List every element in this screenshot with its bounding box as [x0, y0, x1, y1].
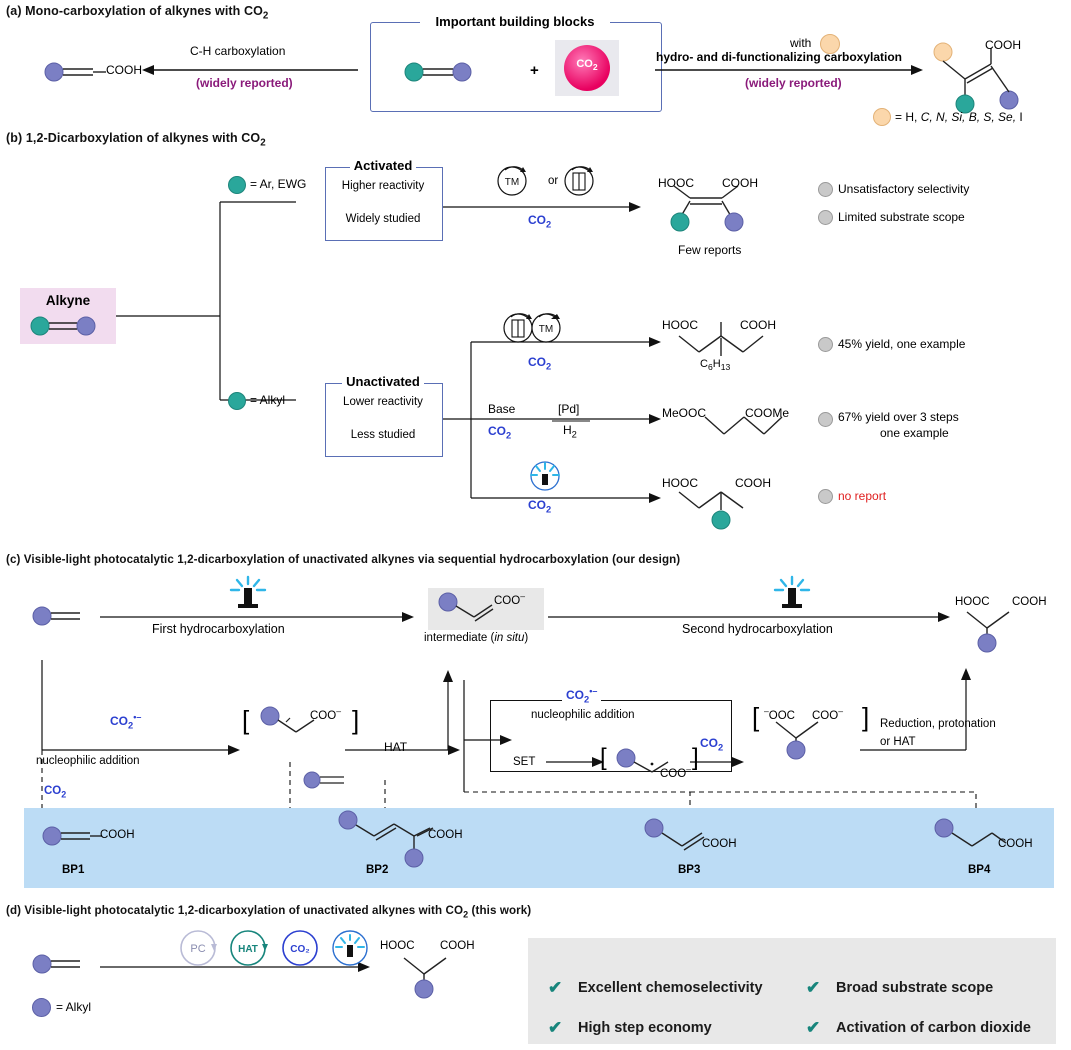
product-left-formula: COOH: [106, 63, 142, 77]
bullet-top-1: Unsatisfactory selectivity: [838, 182, 970, 196]
product-route1-left: HOOC: [662, 318, 698, 332]
bullet-top-2: Limited substrate scope: [838, 210, 965, 224]
check-icon: ✔: [548, 978, 563, 997]
route1-catalyst-icons: [500, 312, 590, 344]
route2-h2: $H_2$: [563, 423, 577, 440]
alkyne-start-panel-d: [28, 948, 108, 982]
co2-activated: $CO_2$: [528, 213, 552, 230]
alkyne-small: [300, 768, 370, 794]
bracket3-left: –OOC: [764, 706, 795, 722]
route3-note: no report: [838, 489, 887, 503]
alkyne-start-panel-c: [28, 600, 108, 634]
final-product-panel-d: [390, 952, 500, 1000]
co2-route3: $CO_2$: [528, 498, 552, 515]
bp4-id: BP4: [968, 864, 991, 876]
bp1-structure: [36, 816, 156, 858]
bp3-formula: COOH: [702, 838, 737, 850]
co2-radical-2: $CO_2^{•-}$: [562, 686, 601, 704]
feature-4: Activation of carbon dioxide: [836, 1020, 1031, 1036]
bp4-formula: COOH: [998, 838, 1033, 850]
panel-d-product-right: COOH: [440, 940, 475, 952]
alkyne-label: Alkyne: [45, 293, 91, 308]
route2-base: Base: [488, 402, 516, 416]
panel-d-catalyst-icons: [178, 928, 378, 972]
product-route2-right: COOMe: [745, 406, 790, 420]
bracket-open-2: [: [600, 744, 607, 771]
hydro-di-note: (widely reported): [745, 76, 842, 90]
product-route3-left: HOOC: [662, 476, 698, 490]
bp2-formula: COOH: [428, 829, 463, 841]
few-reports-label: Few reports: [678, 243, 742, 257]
product-right-formula: COOH: [985, 38, 1021, 52]
byproducts-band: [24, 808, 1054, 888]
activated-line2: Widely studied: [345, 213, 421, 225]
bracket1-coo: COO–: [310, 706, 341, 722]
hat-label: HAT: [384, 740, 408, 754]
bullet-icon: [818, 412, 833, 427]
bp1-id: BP1: [62, 864, 85, 876]
alkyne-structure: [28, 312, 110, 342]
bracket-open-1: [: [242, 705, 250, 735]
activated-line1: Higher reactivity: [341, 180, 425, 192]
final-product-left: HOOC: [955, 596, 990, 608]
legend-dot-panel-d: [32, 998, 51, 1017]
nucleophilic-addition-1: nucleophilic addition: [36, 755, 140, 767]
bullet-icon: [818, 489, 833, 504]
legend-dot-panel-a: [873, 108, 891, 126]
product-route1-right: COOH: [740, 318, 776, 332]
product-activated-left: HOOC: [658, 176, 694, 190]
first-hydrocarboxylation-label: First hydrocarboxylation: [152, 622, 285, 636]
branch-top-substituent: = Ar, EWG: [250, 177, 307, 191]
unactivated-title: Unactivated: [325, 374, 441, 389]
bracket3-structure: [764, 718, 864, 758]
section-d-title: (d) Visible-light photocatalytic 1,2-dicarboxylation of unactivated alkynes with $CO_2$ (this work): [6, 904, 532, 920]
tm-photo-catalyst-icons: [495, 164, 595, 198]
photoreactor-icon: [525, 458, 565, 494]
bracket-close-1: ]: [352, 705, 360, 735]
unactivated-line2: Less studied: [350, 429, 416, 441]
route1-note: 45% yield, one example: [838, 337, 966, 351]
bp3-structure: [640, 816, 760, 860]
branch-top-dot: [228, 176, 246, 194]
intermediate-label: intermediate (in situ): [424, 632, 529, 644]
bracket-close-3: ]: [862, 702, 870, 732]
feature-2: Broad substrate scope: [836, 980, 994, 996]
route2-co2: $CO_2$: [488, 424, 512, 441]
section-b-title: (b) 1,2-Dicarboxylation of alkynes with $CO_2$: [6, 131, 266, 149]
bracket2-coo: COO–: [660, 764, 691, 780]
intermediate-coo: COO–: [494, 591, 525, 607]
section-a-title: (a) Mono-carboxylation of alkynes with $CO_2$: [6, 4, 269, 22]
bp1-formula: COOH: [100, 829, 135, 841]
product-route2-left: MeOOC: [662, 406, 707, 420]
bracket3-right: COO–: [812, 706, 843, 722]
product-route3-right: COOH: [735, 476, 771, 490]
section-c-title: (c) Visible-light photocatalytic 1,2-dicarboxylation of unactivated alkynes via sequential hydrocarboxylation (our design): [6, 553, 681, 566]
hydro-di-functionalizing-label: hydro- and di-functionalizing carboxylation: [656, 50, 903, 64]
svg-text:HAT: HAT: [238, 944, 258, 955]
bullet-icon: [818, 337, 833, 352]
reduction-line2: or HAT: [880, 736, 916, 748]
bullet-icon: [818, 182, 833, 197]
co2-radical-1: $CO_2^{•-}$: [110, 712, 142, 731]
nucleophilic-addition-2: nucleophilic addition: [528, 709, 638, 721]
unactivated-box: [325, 383, 443, 457]
panel-d-product-left: HOOC: [380, 940, 415, 952]
ch-carboxylation-note: (widely reported): [196, 76, 293, 90]
second-hydrocarboxylation-label: Second hydrocarboxylation: [682, 622, 833, 636]
svg-text:TM: TM: [538, 324, 554, 335]
route1-chain: $C_6H_{13}$: [700, 358, 731, 373]
activated-box: [325, 167, 443, 241]
co2-label-panel-c: $CO_2$: [700, 736, 724, 753]
branch-bottom-dot: [228, 392, 246, 410]
co2-dashed-label: $CO_2$: [44, 785, 67, 800]
bracket-open-3: [: [752, 702, 760, 732]
route2-note-1: 67% yield over 3 steps: [838, 410, 959, 424]
feature-3: High step economy: [578, 1020, 712, 1036]
set-label: SET: [510, 756, 538, 768]
route2-catalyst: [Pd]: [558, 402, 580, 416]
building-blocks-title: Important building blocks: [420, 14, 610, 29]
activated-title: Activated: [325, 158, 441, 173]
final-product-right: COOH: [1012, 596, 1047, 608]
photoreactor-icon: [228, 575, 268, 611]
alkyne-building-block: [400, 50, 510, 90]
legend-panel-a: = H, C, N, Si, B, S, Se, I: [895, 110, 1023, 124]
check-icon: ✔: [806, 1018, 821, 1037]
ch-carboxylation-label: C-H carboxylation: [190, 44, 286, 58]
or-label: or: [548, 175, 559, 187]
branch-bottom-substituent: = Alkyl: [250, 393, 286, 407]
co2-route1: $CO_2$: [528, 355, 552, 372]
svg-text:CO₂: CO₂: [290, 944, 310, 955]
with-label: with: [790, 36, 812, 50]
intermediate-structure: [434, 592, 544, 626]
check-icon: ✔: [548, 1018, 563, 1037]
unactivated-line1: Lower reactivity: [343, 396, 423, 408]
bracket-close-2: ]: [692, 744, 699, 771]
bullet-icon: [818, 210, 833, 225]
bracket1-structure: [256, 706, 356, 746]
product-activated-right: COOH: [722, 176, 758, 190]
svg-text:TM: TM: [504, 177, 520, 188]
photoreactor-icon: [772, 575, 812, 611]
check-icon: ✔: [806, 978, 821, 997]
route2-note-2: one example: [880, 426, 949, 440]
reduction-line1: Reduction, protonation: [880, 718, 996, 730]
bp3-id: BP3: [678, 864, 701, 876]
co2-badge-container: $CO_2$: [555, 40, 619, 96]
plus-sign: +: [530, 62, 539, 79]
feature-1: Excellent chemoselectivity: [578, 980, 763, 996]
svg-text:PC: PC: [190, 943, 206, 955]
legend-panel-d: = Alkyl: [56, 1000, 92, 1014]
bp2-id: BP2: [366, 864, 389, 876]
